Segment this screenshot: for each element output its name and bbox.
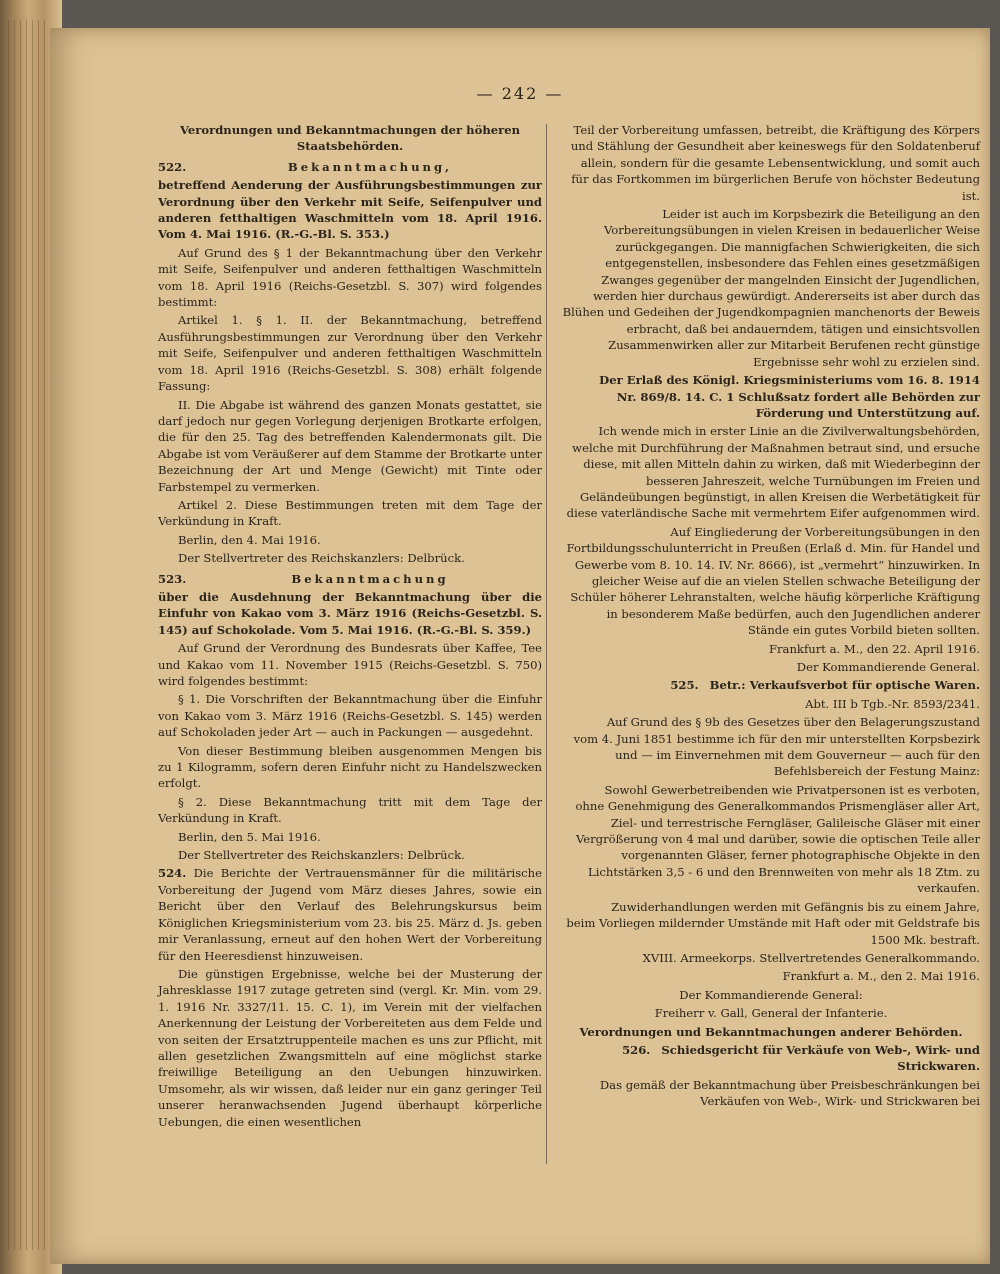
paragraph: Auf Eingliederung der Vorbereitungsübungen in den Fortbildungsschulunterricht in Preußen (Erlaß d. Min. für Handel und Gewerbe vom 8. 10. 14. IV. Nr. 8666), ist „vermehrt“ hinzuwirken. In gleicher Weise auf die an vielen Stellen schwache Beteiligung der Schüler höherer Lehranstalten, welche häufig körperliche Kräftigung in besonderem Maße bedürfen, auch den Jugendlichen anderer Stände ein gutes Vorbild bieten sollten.	[566, 524, 980, 638]
entry-subtitle: über die Ausdehnung der Bekanntmachung über die Einfuhr von Kakao vom 3. März 1916 (Reichs-Gesetzbl. S. 145) auf Schokolade. Vom 5. Mai 1916. (R.-G.-Bl. S. 359.)	[158, 589, 542, 637]
paragraph: Artikel 1. § 1. II. der Bekanntmachung, betreffend Ausführungsbestimmungen zur Verordnung über den Verkehr mit Seife, Seifenpulver und anderen fetthaltigen Waschmitteln vom 18. April 1916 (Reichs-Gesetzbl. S. 308) erhält folgende Fassung:	[158, 313, 542, 394]
paragraph: Zuwiderhandlungen werden mit Gefängnis bis zu einem Jahre, beim Vorliegen mildernder Umstände mit Haft oder mit Geldstrafe bis 1500 Mk. bestraft.	[566, 899, 980, 947]
entry-526-header	[562, 1042, 980, 1075]
right-column	[562, 122, 980, 1112]
entry-number: 523.	[158, 571, 187, 586]
signature: Der Stellvertreter des Reichskanzlers: Delbrück.	[178, 848, 465, 863]
paragraph: Das gemäß der Bekanntmachung über Preisbeschränkungen bei Verkäufen von Web-, Wirk- und Strickwaren bei	[599, 1077, 980, 1109]
entry-525-header	[562, 677, 980, 693]
paragraph: II. Die Abgabe ist während des ganzen Monats gestattet, sie darf jedoch nur gegen Vorlegung derjenigen Brotkarte erfolgen, die für den 25. Tag des betreffenden Kalendermonats gilt. Die Abgabe ist vom Veräußerer auf dem Stamme der Brotkarte unter Bezeichnung der Art und Menge (Gewicht) mit Tinte oder Farbstempel zu vermerken.	[158, 397, 542, 494]
paragraph: Von dieser Bestimmung bleiben ausgenommen Mengen bis zu 1 Kilogramm, sofern deren Einfuhr nicht zu Handelszwecken erfolgt.	[158, 743, 542, 791]
paragraph: § 2. Diese Bekanntmachung tritt mit dem Tage der Verkündung in Kraft.	[158, 794, 542, 826]
entry-subtitle: betreffend Aenderung der Ausführungsbestimmungen zur Verordnung über den Verkehr mit Seife, Seifenpulver und anderen fetthaltigen Waschmitteln vom 18. April 1916. Vom 4. Mai 1916. (R.-G.-Bl. S. 353.)	[158, 178, 542, 242]
issuing-office: XVIII. Armeekorps. Stellvertretendes Generalkommando.	[642, 950, 980, 965]
column-divider	[546, 124, 547, 1164]
left-column	[158, 122, 542, 1132]
place-date: Frankfurt a. M., den 2. Mai 1916.	[782, 969, 980, 984]
paragraph-text: Die Berichte der Vertrauensmänner für die militärische Vorbereitung der Jugend vom März dieses Jahres, sowie ein Bericht über den Verlauf des Belehrungskursus beim Königlichen Kriegsministerium vom 23. bis 25. März d. Js. geben mir Veranlassung, erneut auf den hohen Wert der Vorbereitung für den Heeresdienst hinzuweisen.	[158, 866, 542, 963]
place-date: Berlin, den 5. Mai 1916.	[178, 829, 321, 844]
paragraph: Artikel 2. Diese Bestimmungen treten mit dem Tage der Verkündung in Kraft.	[158, 497, 542, 529]
section-heading: Verordnungen und Bekanntmachungen der höheren Staatsbehörden.	[179, 123, 521, 154]
signature: Freiherr v. Gall, General der Infanterie.	[654, 1006, 888, 1021]
entry-number: 525.	[670, 678, 699, 693]
place-date: Berlin, den 4. Mai 1916.	[178, 532, 321, 547]
entry-number: 526.	[622, 1042, 651, 1057]
entry-title: Schiedsgericht für Verkäufe von Web-, Wirk- und Strickwaren.	[661, 1042, 980, 1074]
entry-524-paragraph	[158, 865, 542, 963]
paragraph: Ich wende mich in erster Linie an die Zivilverwaltungsbehörden, welche mit Durchführung der Maßnahmen betraut sind, und ersuche diese, mit allen Mitteln dahin zu wirken, daß mit Wiederbeginn der besseren Jahreszeit, welche Turnübungen im Freien und Geländeübungen begünstigt, in allen Kreisen die Werbetätigkeit für diese vaterländische Sache mit vermehrtem Eifer aufgenommen wird.	[566, 424, 980, 521]
paragraph: Auf Grund des § 1 der Bekanntmachung über den Verkehr mit Seife, Seifenpulver und anderen fetthaltigen Waschmitteln vom 18. April 1916 (Reichs-Gesetzbl. S. 307) wird folgendes bestimmt:	[158, 245, 542, 310]
paragraph: Auf Grund des § 9b des Gesetzes über den Belagerungszustand vom 4. Juni 1851 bestimme ich für den mir unterstellten Korpsbezirk und — im Einvernehmen mit dem Gouverneur — auch für den Befehlsbereich der Festung Mainz:	[573, 715, 980, 779]
section-heading: Verordnungen und Bekanntmachungen anderer Behörden.	[579, 1024, 963, 1039]
paragraph: Die günstigen Ergebnisse, welche bei der Musterung der Jahresklasse 1917 zutage getreten sind (vergl. Kr. Min. vom 29. 1. 1916 Nr. 3327/11. 15. C. 1), im Verein mit der vielfachen Anerkennung der Leistung der Vorbereiteten aus dem Felde und von seiten der Ersatztruppenteile machen es uns zur Pflicht, mit allen gesetzlichen Zwangsmitteln auf eine möglichst starke freiwillige Beteiligung an den Uebungen hinzuwirken. Umsomehr, als wir wissen, daß leider nur ein ganz geringer Teil unserer heranwachsenden Jugend überhaupt körperliche Uebungen, die einen wesentlichen	[158, 966, 542, 1129]
paragraph: Sowohl Gewerbetreibenden wie Privatpersonen ist es verboten, ohne Genehmigung des Generalkommandos Prismengläser aller Art, Ziel- und terrestrische Ferngläser, Galileische Gläser mit einer Vergrößerung von 4 mal und darüber, sowie die optischen Teile aller vorgenannten Gläser, ferner photographische Objekte in den Lichtstärken 3,5 - 6 und den Brennweiten von mehr als 18 Ztm. zu verkaufen.	[575, 782, 980, 896]
paragraph: Auf Grund der Verordnung des Bundesrats über Kaffee, Tee und Kakao vom 11. November 1915 (Reichs-Gesetzbl. S. 750) wird folgendes bestimmt:	[158, 641, 542, 688]
paragraph: Der Erlaß des Königl. Kriegsministeriums vom 16. 8. 1914 Nr. 869/8. 14. C. 1 Schlußsatz fordert alle Behörden zur Förderung und Unterstützung auf.	[599, 373, 980, 420]
entry-title: Betr.: Verkaufsverbot für optische Waren.	[709, 678, 980, 693]
entry-title: Bekanntmachung	[291, 571, 449, 586]
signature: Der Kommandierende General.	[796, 660, 980, 674]
entry-523-header	[158, 571, 542, 587]
entry-522-header	[158, 159, 542, 175]
place-date: Frankfurt a. M., den 22. April 1916.	[768, 641, 980, 656]
paragraph: Leider ist auch im Korpsbezirk die Beteiligung an den Vorbereitungsübungen in vielen Kreisen in bedauerlicher Weise zurückgegangen. Die mannigfachen Schwierigkeiten, die sich entgegenstellen, insbesondere das Fehlen eines gesetzmäßigen Zwanges gegenüber der mangelnden Einsicht der Jugendlichen, werden hier durchaus gewürdigt. Andererseits ist aber durch das Blühen und Gedeihen der Jugendkompagnien manchenorts der Beweis erbracht, daß bei andauerndem, tätigen und einsichtsvollen Zusammenwirken aller zur Mitarbeit Berufenen recht günstige Ergebnisse sehr wohl zu erzielen sind.	[562, 207, 980, 369]
page-edges	[8, 20, 48, 1250]
page-number: — 242 —	[476, 84, 564, 103]
signature: Der Stellvertreter des Reichskanzlers: Delbrück.	[178, 551, 465, 566]
reference-number: Abt. III b Tgb.-Nr. 8593/2341.	[805, 696, 980, 711]
entry-number: 524.	[158, 866, 187, 881]
signature: Der Kommandierende General:	[679, 987, 863, 1002]
document-page	[50, 28, 990, 1264]
paragraph: § 1. Die Vorschriften der Bekanntmachung über die Einfuhr von Kakao vom 3. März 1916 (Reichs-Gesetzbl. S. 145) werden auf Schokoladen jeder Art — auch in Packungen — ausgedehnt.	[158, 692, 542, 740]
entry-title: Bekanntmachung,	[287, 159, 453, 174]
entry-number: 522.	[158, 159, 187, 174]
paragraph: Teil der Vorbereitung umfassen, betreibt, die Kräftigung des Körpers und Stählung der Gesundheit aber keineswegs für den Soldatenberuf allein, sondern für die gesamte Lebensentwicklung, und somit auch für das Fortkommen im bürgerlichen Berufe von höchster Bedeutung ist.	[570, 123, 980, 203]
